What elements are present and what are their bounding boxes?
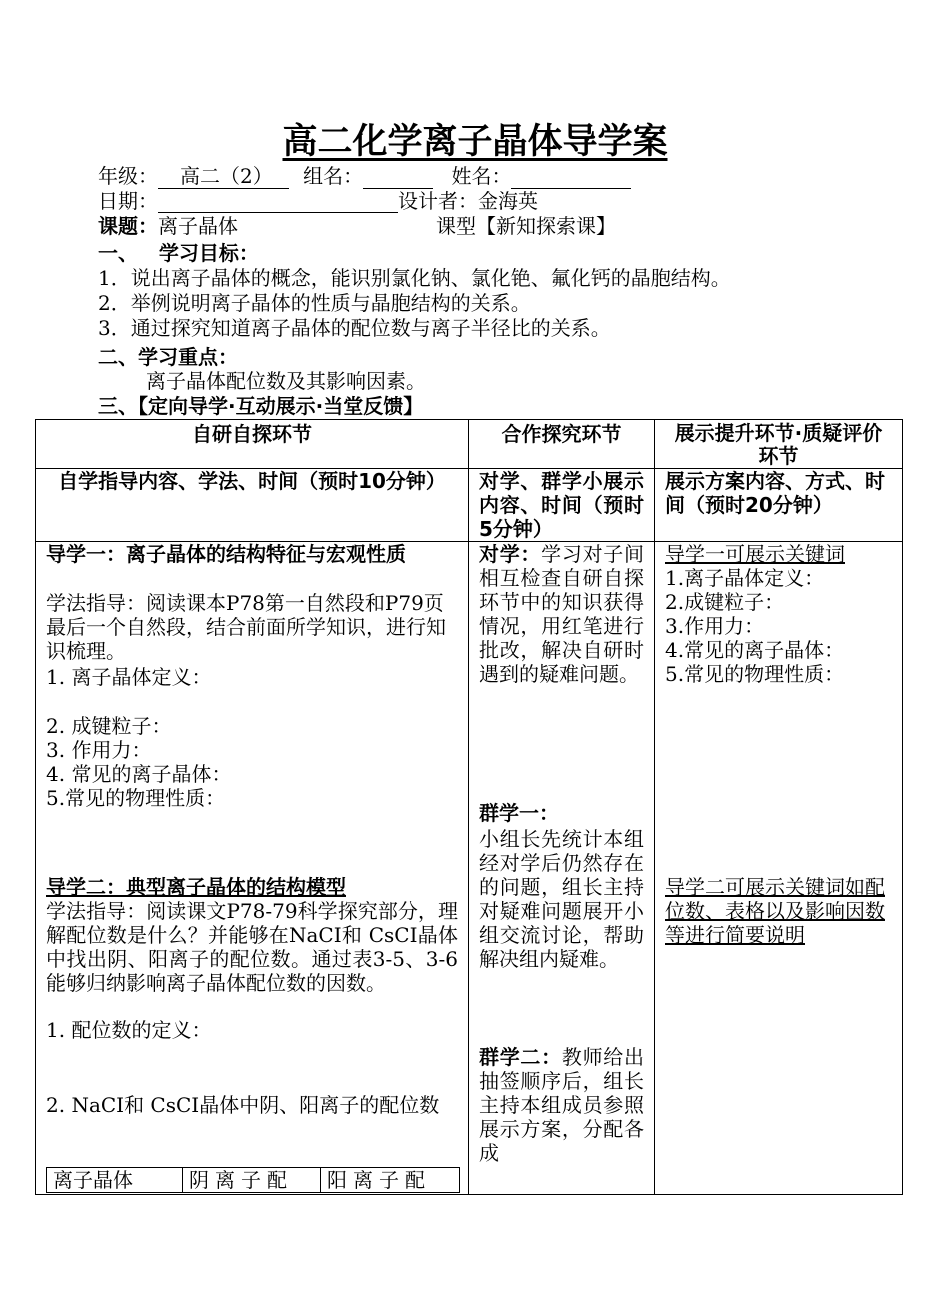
- group-blank: [363, 168, 433, 189]
- guide1-keyword: 5.常见的物理性质：: [665, 662, 845, 686]
- section-focus-heading: 二、学习重点：: [98, 345, 238, 369]
- sub-header: 展示方案内容、方式、时间（预时20分钟）: [655, 469, 903, 542]
- goal-item: 1．说出离子晶体的概念，能识别氯化钠、氯化铯、氟化钙的晶胞结构。: [98, 266, 731, 290]
- subheader-row: [36, 469, 903, 542]
- main-table: [35, 419, 903, 1195]
- name-label: 姓名：: [451, 164, 512, 188]
- coordination-header-cell: 离子晶体: [47, 1168, 183, 1193]
- coordination-header-cell: 阳离子配: [321, 1168, 460, 1193]
- date-blank: [158, 192, 398, 213]
- type-label: 课型: [436, 214, 476, 238]
- guide1-item: 3. 作用力：: [46, 738, 152, 762]
- name-blank: [511, 168, 631, 189]
- coordination-table: [46, 1167, 460, 1193]
- pair-study-label: 对学：: [479, 542, 542, 566]
- guide1-keyword: 4.常见的离子晶体：: [665, 638, 845, 662]
- group-study-2-text: 教师给出抽签顺序后，组长主持本组成员参照展示方案，分配各成: [479, 1045, 645, 1165]
- group-study-1-text: 小组长先统计本组经对学后仍然存在的问题，组长主持对疑难问题展开小组交流讨论，帮助解决组内疑难。: [479, 827, 644, 971]
- col-header: 自研自探环节: [36, 420, 469, 469]
- col-header-text: 展示提升环节·质疑评价环节: [674, 421, 883, 468]
- pair-study-block: [479, 542, 644, 686]
- cooperative-cell: [469, 542, 655, 1195]
- guide2-item: 1. 配位数的定义：: [46, 1018, 212, 1042]
- goal-item: 2．举例说明离子晶体的性质与晶胞结构的关系。: [98, 291, 531, 315]
- grade-line: [98, 164, 631, 189]
- sub-header: 自学指导内容、学法、时间（预时10分钟）: [36, 469, 469, 542]
- topic-value: 离子晶体: [158, 214, 238, 238]
- col-header: [655, 420, 903, 469]
- designer-label: 设计者：: [398, 189, 478, 213]
- guide1-keywords-heading: 导学一可展示关键词: [665, 542, 845, 566]
- date-line: [98, 189, 538, 213]
- content-row: [36, 542, 903, 1195]
- guide2-keywords: 导学二可展示关键词如配位数、表格以及影响因数等进行简要说明: [665, 875, 885, 947]
- topic-line: [98, 214, 238, 238]
- guide1-method: 学法指导：阅读课本P78第一自然段和P79页最后一个自然段，结合前面所学知识，进行知识梳理。: [46, 591, 446, 663]
- guide2-method: 学法指导：阅读课文P78-79科学探究部分，理解配位数是什么？并能够在NaCI和 CsCI晶体中找出阴、阳离子的配位数。通过表3-5、3-6能够归纳影响离子晶体配位数的因数。: [46, 899, 458, 995]
- header-row: [36, 420, 903, 469]
- col-header: 合作探究环节: [469, 420, 655, 469]
- guide1-item: 4. 常见的离子晶体：: [46, 762, 232, 786]
- date-label: 日期：: [98, 189, 158, 213]
- self-study-cell: [36, 542, 469, 1195]
- sub-header: 对学、群学小展示内容、时间（预时5分钟）: [469, 469, 655, 542]
- section-goals-heading: 一、 学习目标：: [98, 241, 259, 265]
- type-value: 【新知探索课】: [476, 214, 616, 238]
- topic-label: 课题：: [98, 214, 158, 238]
- guide1-item: 2. 成键粒子：: [46, 714, 172, 738]
- guide2-item: 2. NaCI和 CsCI晶体中阴、阳离子的配位数: [46, 1093, 440, 1117]
- section-guide-heading: 三、【定向导学·互动展示·当堂反馈】: [98, 394, 424, 418]
- guide2-title: 导学二：典型离子晶体的结构模型: [46, 875, 346, 899]
- group-label: 组名：: [303, 164, 364, 188]
- pair-study-text: 学习对子间相互检查自研自探环节中的知识获得情况，用红笔进行批改，解决自研时遇到的疑难问题。: [479, 542, 645, 686]
- page-title: 高二化学离子晶体导学案: [282, 122, 668, 162]
- guide1-item: 1. 离子晶体定义：: [46, 665, 212, 689]
- group-study-2-label: 群学二：: [479, 1045, 562, 1069]
- guide1-title: 导学一：离子晶体的结构特征与宏观性质: [46, 542, 406, 566]
- coordination-header-cell: 阴离子配: [183, 1168, 321, 1193]
- guide1-keyword: 3.作用力：: [665, 614, 765, 638]
- grade-label: 年级：: [98, 164, 158, 188]
- focus-text: 离子晶体配位数及其影响因素。: [146, 369, 426, 393]
- type-line: [436, 214, 616, 238]
- guide1-keyword: 2.成键粒子：: [665, 590, 785, 614]
- group-study-1-label: 群学一：: [479, 801, 559, 825]
- presentation-cell: [655, 542, 903, 1195]
- coordination-table-header: [47, 1168, 460, 1193]
- grade-value: 高二（2）: [158, 164, 289, 189]
- group-study-2-block: [479, 1045, 644, 1165]
- guide1-item: 5.常见的物理性质：: [46, 786, 226, 810]
- guide1-keyword: 1.离子晶体定义：: [665, 566, 825, 590]
- designer-value: 金海英: [478, 189, 538, 213]
- goal-item: 3．通过探究知道离子晶体的配位数与离子半径比的关系。: [98, 316, 611, 340]
